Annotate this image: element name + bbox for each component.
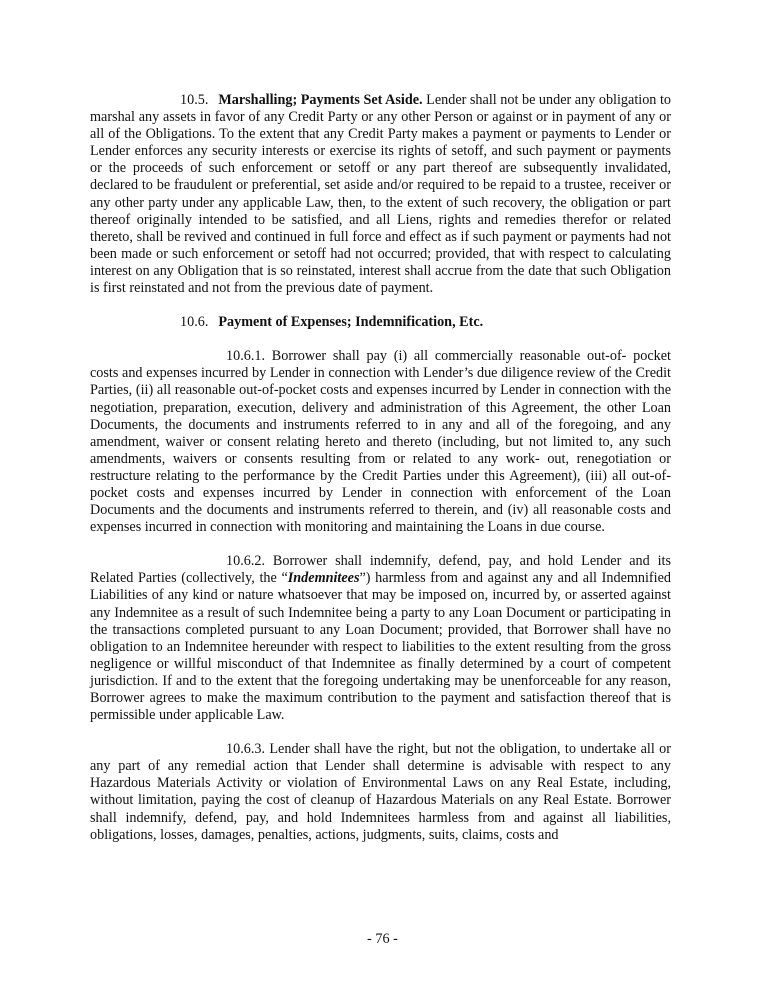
defined-term-indemnitees: Indemnitees xyxy=(287,570,360,587)
document-page xyxy=(90,92,671,844)
section-10-5-paragraph xyxy=(90,92,671,297)
section-10-5-number: 10.5. xyxy=(180,92,209,108)
section-10-6-3-paragraph: 10.6.3. Lender shall have the right, but not the obligation, to undertake all or any part of any remedial action that Lender shall determine is advisable with respect to any Hazardous Materials Activity or violation of Environmental Laws on any Real Estate, including, without limitation, paying the cost of cleanup of Hazardous Materials on any Real Estate. Borrower shall indemnify, defend, pay, and hold Indemnitees harmless from and against all liabilities, obligations, losses, damages, penalties, actions, judgments, suits, claims, costs and xyxy=(90,741,671,843)
section-10-6-1-paragraph: 10.6.1. Borrower shall pay (i) all commercially reasonable out-of- pocket costs and expenses incurred by Lender in connection with Lender’s due diligence review of the Credit Parties, (ii) all reasonable out-of-pocket costs and expenses incurred by Lender in connection with the negotiation, preparation, execution, delivery and administration of this Agreement, the other Loan Documents, the documents and instruments referred to in any and all of the foregoing, and any amendment, waiver or consent relating hereto and thereto (including, but not limited to, any such amendments, waivers or consents resulting from or related to any work- out, renegotiation or restructure relating to the performance by the Credit Parties under this Agreement), (iii) all out-of-pocket costs and expenses incurred by Lender in connection with enforcement of the Loan Documents and the documents and instruments referred to therein, and (iv) all reasonable costs and expenses incurred in connection with monitoring and maintaining the Loans in due course. xyxy=(90,348,671,536)
section-10-5-title: Marshalling; Payments Set Aside. xyxy=(218,92,423,108)
section-10-6-2-text-after: ”) harmless from and against any and all Indemnified Liabilities of any kind or nature whatsoever that may be imposed on, incurred by, or asserted against any Indemnitee as a result of such Indemnitee being a party to any Loan Document or participating in the transactions completed pursuant to any Loan Document; provided, that Borrower shall have no obligation to an Indemnitee hereunder with respect to liabilities to the extent resulting from the gross negligence or willful misconduct of that Indemnitee as finally determined by a court of competent jurisdiction. If and to the extent that the foregoing undertaking may be unenforceable for any reason, Borrower agrees to make the maximum contribution to the payment and satisfaction thereof that is permissible under applicable Law. xyxy=(90,570,671,724)
section-10-6-2-text-before: 10.6.2. Borrower shall indemnify, defend, pay, and hold Lender and its Related Parties (collectively, the “ xyxy=(90,553,671,587)
section-10-6-heading xyxy=(90,314,671,331)
section-10-6-2-paragraph xyxy=(90,553,671,724)
section-10-5-text: Lender shall not be under any obligation to marshal any assets in favor of any Credit Party or any other Person or against or in payment of any or all of the Obligations. To the extent that any Credit Party makes a payment or payments to Lender or Lender enforces any security interests or exercise its rights of setoff, and such payment or payments or the proceeds of such enforcement or setoff or any part thereof are subsequently invalidated, declared to be fraudulent or preferential, set aside and/or required to be repaid to a trustee, receiver or any other party under any applicable Law, then, to the extent of such recovery, the obligation or part thereof originally intended to be satisfied, and all Liens, rights and remedies therefor or related thereto, shall be revived and continued in full force and effect as if such payment or payments had not been made or such enforcement or setoff had not occurred; provided, that with respect to calculating interest on any Obligation that is so reinstated, interest shall accrue from the date that such Obligation is first reinstated and not from the previous date of payment. xyxy=(90,92,671,297)
section-10-6-title: Payment of Expenses; Indemnification, Etc. xyxy=(218,314,484,331)
page-number: - 76 - xyxy=(367,931,398,947)
section-10-6-number: 10.6. xyxy=(180,314,209,331)
